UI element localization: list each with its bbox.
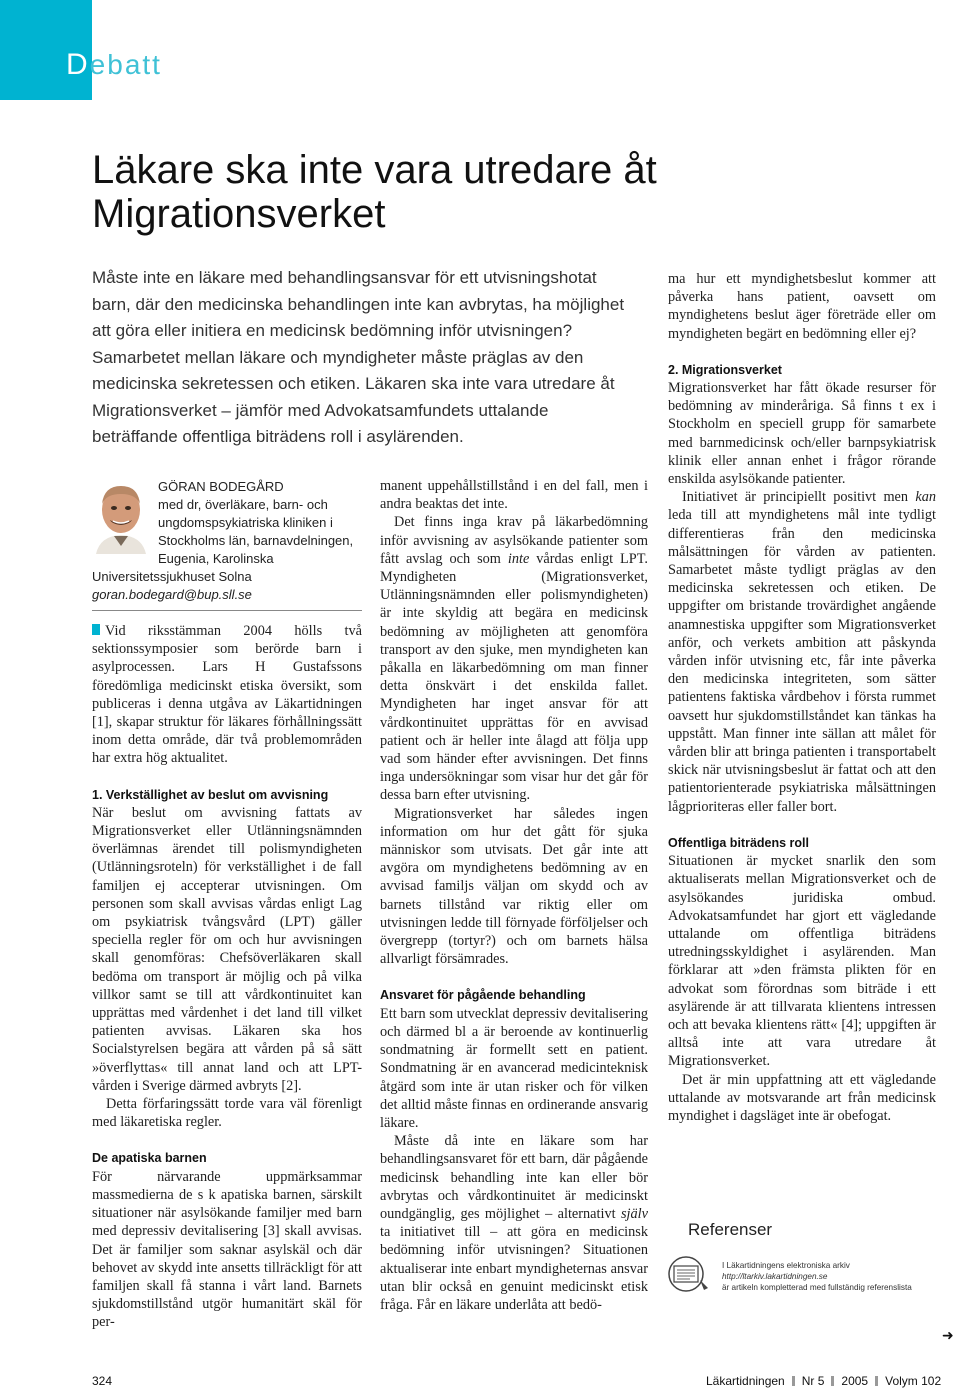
paragraph: Migrationsverket har således ingen information om hur det gått för sjuka människor som utvisats. Det går inte att avgöra om myndighetens bedömning av en avvisad familjs väljan om skydd och av barnets tillstånd var riktig eller om utvisningen ledde till förnyade förföljelser och övergrepp (tortyr?) och om barnets hälsa allvarligt försämrades. <box>380 805 648 968</box>
article-title: Läkare ska inte vara utredare åt Migrationsverket <box>92 148 657 236</box>
journal-footer: Läkartidningen Nr 5 2005 Volym 102 <box>706 1374 942 1388</box>
subheading-verkstallighet: 1. Verkställighet av beslut om avvisning <box>92 787 329 802</box>
subheading-apatiska-barnen: De apatiska barnen <box>92 1151 207 1166</box>
column-1 <box>92 622 362 1332</box>
author-email[interactable]: goran.bodegard@bup.sll.se <box>92 587 252 602</box>
paragraph: När beslut om avvisning fattats av Migrationsverket eller Utlänningsnämnden överlämnas ärendet till polismyndigheten (Utlänningsroteln) för verkställighet i de fall familjen ej accepterar utvisningen. Om personen som skall avvisas vårdas enligt Lag om psykiatrisk tvångsvård (LPT) gäller speciella regler för om och hur avvisningen skall genomföras: Chefsöverläkaren skall bedöma om transport är möjlig och på vilka villkor samt se till att vårdkontinuitet kan upprättas med vårdenhet i det land till vilket patienten avvisas. Läkaren ska hos Socialstyrelsen begära att vården på så sätt »överflyttas« till annat land och att LPT-vården i Sverige därmed avbryts [2]. <box>92 804 362 1094</box>
arrow-right-icon: ➜ <box>942 1328 954 1344</box>
paragraph: Migrationsverket har fått ökade resurser för bedömning av minderåriga. Så finns t ex i Stockholm en speciell grupp för samarbete med barnmedicinsk och/eller barnpsykiatrisk klinik eller annan enhet i frågor rörande enskilda asylsökande patienter. <box>668 380 936 488</box>
footer-separator <box>792 1376 795 1386</box>
paragraph: Detta förfaringssätt torde vara väl förenligt med läkaretiska regler. <box>92 1096 362 1131</box>
archive-icon <box>666 1254 712 1294</box>
lead-paragraph: Vid riksstämman 2004 hölls två sektionssymposier som berörde barn i asylprocessen. Lars H Gustafssons föredömliga medicinskt etiska översikt, som publiceras i denna utgåva av Läkartidningen [1], skapar struktur för läkares förhållningssätt inom detta område, där två problemområden har extra hög aktualitet. <box>92 623 362 767</box>
column-2 <box>380 477 648 1314</box>
lead-marker <box>92 624 100 635</box>
references-note: I Läkartidningens elektroniska arkiv http://ltarkiv.lakartidningen.se är artikeln kompletterad med fullständig referenslista <box>722 1260 952 1293</box>
paragraph: För närvarande uppmärksammar massmedierna de s k apatiska barnen, särskilt situationer när asylsökande familjer med barn med depressiv devitalisering [3] skall avvisas. Det är familjer som saknar asylskäl och där behovet av skydd inte ansetts tillräckligt för att familjen skall få stanna i vårt land. Barnets sjukdomstillstånd utgör humanitärt skäl för per- <box>92 1168 362 1331</box>
footer-separator <box>875 1376 878 1386</box>
paragraph: Initiativet är principiellt positivt men kan leda till att myndighetens mål inte tydligt differentieras från den medicinska målsättningen för vården av patienten. Samarbetet måste tydligt präglas av den medicinska sekretessen och etiken. De uppgifter om bristande trovärdighet angående anamnestiska uppgifter som Migrationsverket anför, och verkets ambition att påskynda vården inför utvisning etc, får inte påverka den medicinska integriteten, som sätter patientens faktiska vårdbehov i första rummet oavsett hur sjukdomstillståndet kan tänkas ha uppstått. Man finner inte sällan att målet för vården blir att bringa patienten i transportabelt skick när utvisningsbeslut är fattat och att den patientorienterade psykiatriska målsättningen lågprioriteras eller faller bort. <box>668 489 936 815</box>
author-divider <box>92 610 362 611</box>
author-name: GÖRAN BODEGÅRD <box>158 479 284 494</box>
archive-link[interactable]: http://ltarkiv.lakartidningen.se <box>722 1272 828 1281</box>
footer-separator <box>831 1376 834 1386</box>
author-description: med dr, överläkare, barn- och ungdomspsykiatriska kliniken i Stockholms län, barnavdelningen, Eugenia, Karolinska Universitetssjukhuset Solna <box>92 497 354 584</box>
page-number: 324 <box>92 1374 113 1388</box>
paragraph: Det finns inga krav på läkarbedömning inför avvisning av asylsökande patienter som fått avslag och som inte vårdas enligt LPT. Myndigheten (Migrationsverket, Utlänningsnämnden eller polismyndigheten) är inte skyldig att begära en medicinsk bedömning av möjligheten att genomföra transport av den sjuke, men myndigheten kan påkalla en läkarbedömning om man finner detta önskvärt i det enskilda fallet. Myndigheten har inget ansvar för att vårdkontinuitet upprättas för en avvisad patient och är heller inte ålagd att följa upp vad som händer efter avvisningen. Det finns inga undersökningar som visar hur det går för dessa barn efter utvisning. <box>380 514 648 804</box>
paragraph: Ett barn som utvecklat depressiv devitalisering och därmed bl a är beroende av kontinuerlig sondmatning är formellt sett en patient. Sondmatning är en avancerad medicinteknisk åtgärd som inte är utan risker och för vilken det alltid måste finnas en ordinerande ansvarig läkare. <box>380 1005 648 1131</box>
paragraph: Måste då inte en läkare som har behandlingsansvaret för ett barn, där pågående medicinsk behandling inte kan eller bör avbrytas och vårdkontinuitet är medicinskt oundgänglig, ges möjlighet – alternativt själv ta initiativet till – att göra en medicinsk bedömning inför utvisningen? Situationen aktualiserar inte enbart myndigheternas ansvar utan blir också en genuint medicinskt etisk fråga. Får en läkare underlåta att bedö- <box>380 1133 648 1313</box>
paragraph: Situationen är mycket snarlik den som aktualiserats mellan Migrationsverket och de asylsökandes juridiska ombud. Advokatsamfundet har gjort ett vägledande uttalande om offentliga biträdens utredningsskyldighet i asylärenden. Man förklarar att »den främsta plikten för en advokat som förordnas som biträde i ett asylärende är att tillvarata klientens intressen och att bevaka klientens rätt« [4]; uppgiften är alltså inte att vara utredare åt Migrationsverket. <box>668 853 936 1070</box>
subheading-migrationsverket: 2. Migrationsverket <box>668 362 782 377</box>
paragraph: manent uppehållstillstånd i en del fall, men i andra beaktas det inte. <box>380 478 648 513</box>
author-box <box>92 478 364 604</box>
author-photo <box>92 480 150 554</box>
section-tag: Debatt <box>66 48 162 81</box>
article-ingress: Måste inte en läkare med behandlingsansvar för ett utvisningshotat barn, där den medicinska behandlingen inte kan avbrytas, ha möjlighet att göra eller initiera en medicinsk bedömning inför utvisningen? Samarbetet mellan läkare och myndigheter måste präglas av den medicinska sekretessen och etiken. Läkaren ska inte vara utredare åt Migrationsverket – jämför med Advokatsamfundets uttalande beträffande offentliga biträdens roll i asylärenden. <box>92 268 625 446</box>
subheading-offentliga-bitraden: Offentliga biträdens roll <box>668 835 809 850</box>
column-3 <box>668 270 936 1125</box>
subheading-ansvaret: Ansvaret för pågående behandling <box>380 988 586 1003</box>
paragraph: ma hur ett myndighetsbeslut kommer att påverka hans patient, oavsett om myndighetens beslut äger företräde eller om myndigheten begärt en bedömning eller ej? <box>668 271 936 342</box>
references-title: Referenser <box>688 1220 773 1239</box>
paragraph: Det är min uppfattning att ett vägledande uttalande av motsvarande art från medicinsk myndighet i dagsläget inte är obefogat. <box>668 1071 936 1124</box>
